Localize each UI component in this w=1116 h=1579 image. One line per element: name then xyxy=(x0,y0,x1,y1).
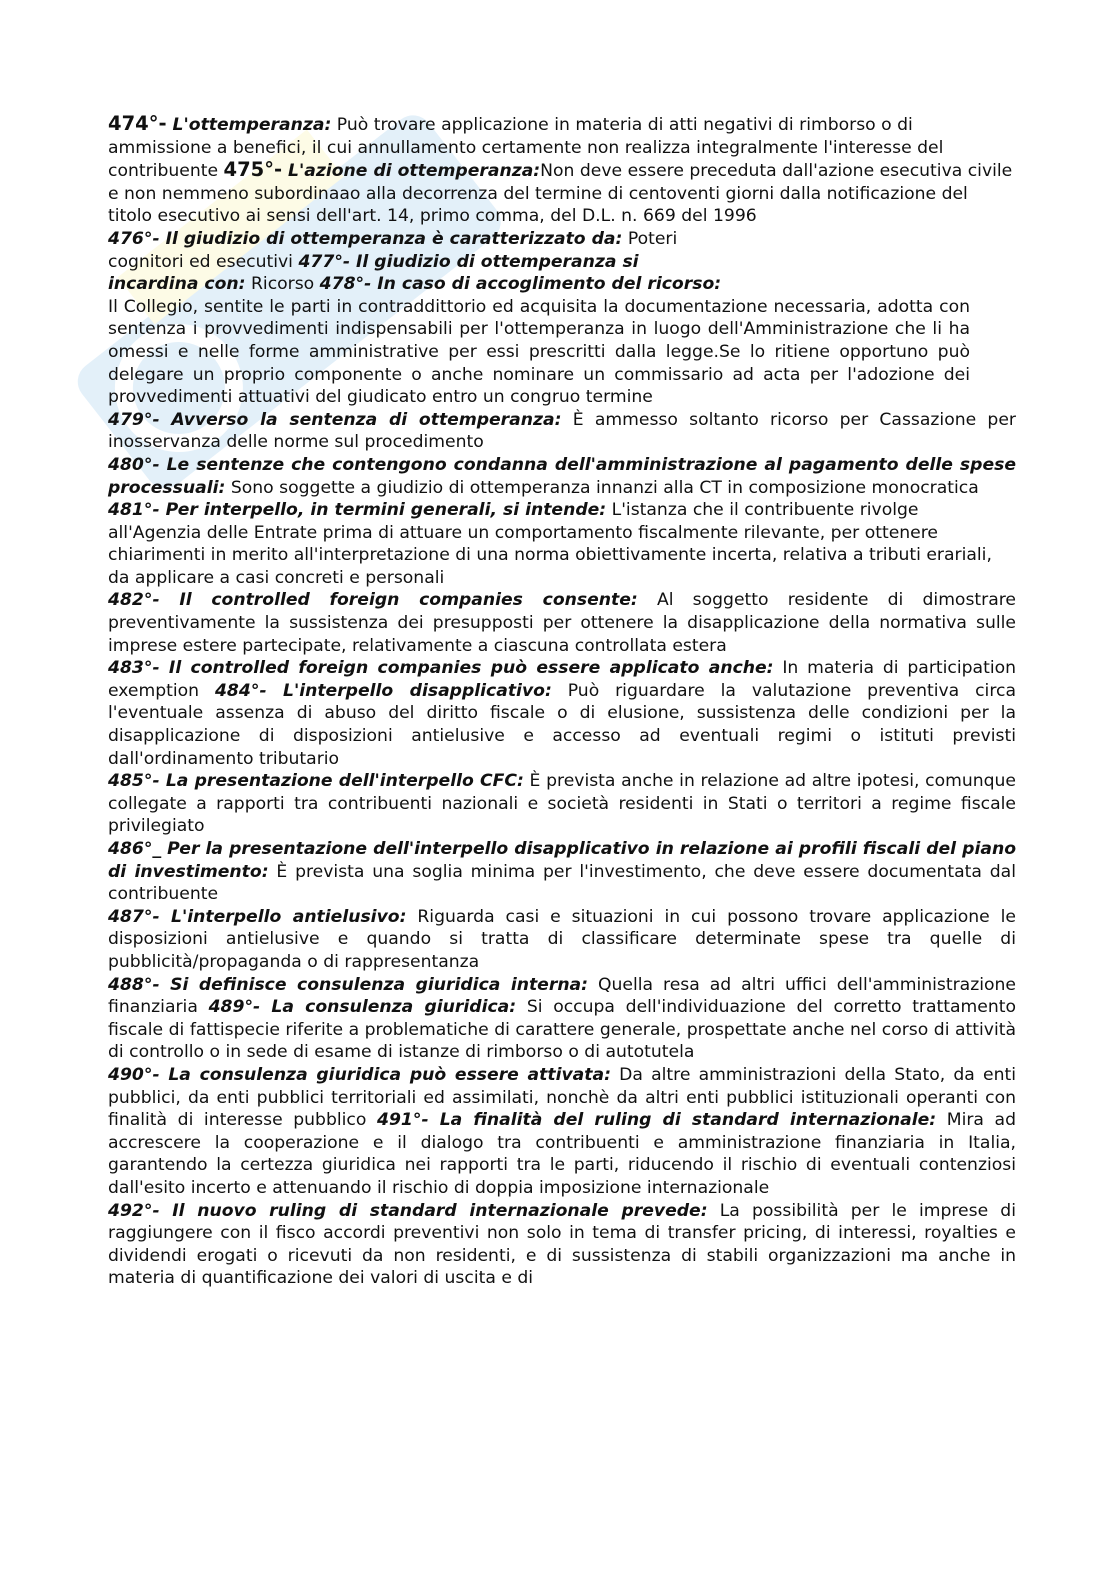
item-question: 478°- In caso di accoglimento del ricorso: xyxy=(319,274,722,295)
item-479 xyxy=(108,409,1016,454)
item-answer: È prevista anche in relazione ad altre ipotesi, comunque collegate a rapporti tra contribuenti nazionali e società residenti in Stati o territori a regime fiscale privilegiato xyxy=(108,771,1016,837)
item-question: 479°- Avverso la sentenza di ottemperanza: xyxy=(108,409,562,430)
item-answer: Riguarda casi e situazioni in cui possono trovare applicazione le disposizioni antielusive e quando si tratta di classificare determinate spese tra quelle di pubblicità/propaganda o di rappresentanza xyxy=(108,906,1016,972)
item-answer: Ricorso xyxy=(245,274,320,295)
item-476-478 xyxy=(108,228,728,296)
item-question: 491°- La finalità del ruling di standard internazionale: xyxy=(376,1110,937,1131)
item-answer: Si occupa dell'individuazione del corretto trattamento fiscale di fattispecie riferite a problematiche di carattere generale, prospettate anche nel corso di attività di controllo o in sede di esame di istanze di rimborso o di autotutela xyxy=(108,997,1017,1063)
item-question: 480°- Le sentenze che contengono condanna dell'amministrazione al pagamento delle spese processuali: xyxy=(108,454,1016,498)
item-answer: L'istanza che il contribuente rivolge all'Agenzia delle Entrate prima di attuare un comportamento fiscalmente rilevante, per ottenere chiarimenti in merito all'interpretazione di una norma obiettivamente incerta, relativa a tributi erariali, da applicare a casi concreti e personali xyxy=(108,500,992,588)
item-answer: Può riguardare la valutazione preventiva circa l'eventuale assenza di abuso del diritto fiscale o di elusione, sussistenza delle condizioni per la disapplicazione di disposizioni antielusive e accesso ad eventuali regimi o istituti previsti dall'ordinamento tributario xyxy=(108,680,1016,769)
item-question: 486°_ Per la presentazione dell'interpello disapplicativo in relazione ai profili fiscali del piano di investimento: xyxy=(108,839,1016,882)
item-question: L'ottemperanza: xyxy=(166,115,332,135)
item-number: 475°- xyxy=(223,158,283,182)
item-question: 490°- La consulenza giuridica può essere attivata: xyxy=(108,1064,611,1085)
item-number: 474°- xyxy=(108,112,167,135)
item-answer: È ammesso soltanto ricorso per Cassazione per inosservanza delle norme sul procedimento xyxy=(108,409,1016,453)
item-481 xyxy=(108,499,1016,589)
item-answer: Non deve essere preceduta dall'azione esecutiva civile e non nemmeno subordinaao alla decorrenza del termine di centoventi giorni dalla notificazione del titolo esecutivo ai sensi dell'art. 14, primo comma, del D.L. n. 669 del 1996 xyxy=(108,161,1013,227)
item-question: 476°- Il giudizio di ottemperanza è caratterizzato da: xyxy=(108,228,623,249)
item-question: 484°- L'interpello disapplicativo: xyxy=(214,680,552,701)
item-question: 487°- L'interpello antielusivo: xyxy=(108,906,407,927)
item-474-475 xyxy=(108,113,1016,228)
item-answer: La possibilità per le imprese di raggiungere con il fisco accordi preventivi non solo in tema di transfer pricing, di interessi, royalties e dividendi erogati o ricevuti da non residenti, e di sussistenza di stabili organizzazioni ma anche in materia di quantificazione dei valori di uscita e di xyxy=(108,1200,1016,1289)
item-485 xyxy=(108,770,1016,838)
item-492 xyxy=(108,1200,1016,1290)
item-question: L'azione di ottemperanza: xyxy=(282,161,541,182)
item-answer: Può trovare applicazione in materia di atti negativi di rimborso o di ammissione a benefici, il cui annullamento certamente non realizza integralmente l'interesse del contribuente xyxy=(108,115,944,182)
item-question: 489°- La consulenza giuridica: xyxy=(208,997,517,1018)
item-490-491 xyxy=(108,1064,1016,1200)
item-488-489 xyxy=(108,974,1016,1064)
item-question: 481°- Per interpello, in termini generali, si intende: xyxy=(108,500,607,521)
item-483-484 xyxy=(108,657,1016,770)
document-body xyxy=(108,113,1016,1290)
item-answer: Al soggetto residente di dimostrare preventivamente la sussistenza dei presupposti per ottenere la disapplicazione della normativa sulle imprese estere partecipate, relativamente a ciascuna controllata estera xyxy=(108,590,1017,656)
item-answer: In materia di participation exemption xyxy=(108,658,1016,701)
item-486 xyxy=(108,838,1016,906)
item-answer: È prevista una soglia minima per l'investimento, che deve essere documentata dal contribuente xyxy=(108,861,1016,905)
item-question: 492°- Il nuovo ruling di standard internazionale prevede: xyxy=(108,1200,708,1221)
item-question: 488°- Si definisce consulenza giuridica interna: xyxy=(108,974,589,995)
item-answer: Sono soggette a giudizio di ottemperanza innanzi alla CT in composizione monocratica xyxy=(225,477,979,498)
item-answer: Quella resa ad altri uffici dell'amministrazione finanziaria xyxy=(108,974,1016,1018)
item-answer: Da altre amministrazioni della Stato, da enti pubblici, da enti pubblici territoriali ed assimilati, nonchè da altri enti pubblici istituzionali operanti con finalità di interesse pubblico xyxy=(108,1064,1016,1131)
item-answer: Mira ad accrescere la cooperazione e il dialogo tra contribuenti e amministrazione finanziaria in Italia, garantendo la certezza giuridica nei rapporti tra le parti, riducendo il rischio di eventuali contenziosi dall'esito incerto e attenuando il rischio di doppia imposizione internazionale xyxy=(108,1110,1016,1198)
item-answer: Poteri cognitori ed esecutivi xyxy=(108,228,678,272)
item-question: 477°- Il giudizio di ottemperanza si incardina con: xyxy=(108,251,639,295)
item-478-answer: Il Collegio, sentite le parti in contraddittorio ed acquisita la documentazione necessaria, adotta con sentenza i provvedimenti indispensabili per l'ottemperanza in luogo dell'Amministrazione che li ha omessi e nelle forme amministrative per essi prescritti dalla legge.Se lo ritiene opportuno può delegare un proprio componente o anche nominare un commissario ad acta per l'adozione dei provvedimenti attuativi del giudicato entro un congruo termine xyxy=(108,296,970,408)
item-question: 482°- Il controlled foreign companies consente: xyxy=(108,590,638,611)
item-482 xyxy=(108,589,1016,657)
item-question: 483°- Il controlled foreign companies può essere applicato anche: xyxy=(108,658,774,679)
item-question: 485°- La presentazione dell'interpello CFC: xyxy=(108,771,524,792)
item-487 xyxy=(108,906,1016,974)
item-480 xyxy=(108,454,1016,499)
